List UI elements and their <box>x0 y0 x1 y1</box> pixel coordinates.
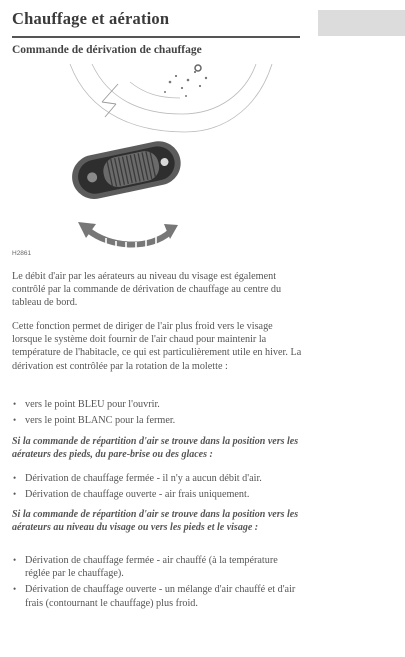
heater-bypass-illustration <box>10 62 290 262</box>
bullet-icon: • <box>13 555 17 565</box>
list-item-text: Dérivation de chauffage ouverte - air frais uniquement. <box>25 489 250 501</box>
list-item-text: Dérivation de chauffage ouverte - un mélange d'air chauffé et d'air frais (contournant le chauffage) plus froid. <box>25 584 296 609</box>
title-rule <box>12 36 300 38</box>
bullet-icon: • <box>13 584 17 595</box>
subheading-face-feet: Si la commande de répartition d'air se trouve dans la position vers les aérateurs au niveau du visage ou vers les pieds et le visage : <box>12 509 299 533</box>
paragraph-intro: Le débit d'air par les aérateurs au niveau du visage est également contrôlé par la commande de dérivation de chauffage au centre du tableau de bord. <box>12 271 282 309</box>
bullet-icon: • <box>13 415 17 426</box>
list-item <box>12 398 304 411</box>
list-item <box>12 414 304 427</box>
bullet-list-feet <box>12 472 304 504</box>
list-item-text: Dérivation de chauffage fermée - il n'y a aucun débit d'air. <box>25 473 262 484</box>
bullet-list-face <box>12 554 304 613</box>
paragraph-function: Cette fonction permet de diriger de l'air plus froid vers le visage lorsque le système doit fournir de l'air chaud pour maintenir la température de l'habitacle, ce qui est particulièrement utile en hiver. La dérivation est contrôlée par la rotation de la molette : <box>12 321 302 372</box>
bullet-icon: • <box>13 399 17 409</box>
page-tab-marker <box>318 10 405 36</box>
chapter-title: Chauffage et aération <box>12 9 170 28</box>
bullet-icon: • <box>13 489 17 500</box>
list-item-text: vers le point BLEU pour l'ouvrir. <box>25 399 160 410</box>
list-item <box>12 583 304 609</box>
bullet-icon: • <box>13 473 17 483</box>
list-item <box>12 472 304 485</box>
subheading-feet-windscreen: Si la commande de répartition d'air se trouve dans la position vers les aérateurs des pieds, du pare-brise ou des glaces : <box>12 436 299 460</box>
list-item-text: Dérivation de chauffage fermée - air chauffé (à la température réglée par le chauffage). <box>25 555 278 580</box>
bullet-list-wheel <box>12 398 304 430</box>
list-item-text: vers le point BLANC pour la fermer. <box>25 415 176 427</box>
section-title: Commande de dérivation de chauffage <box>12 44 202 56</box>
figure-code: H2861 <box>12 250 32 257</box>
list-item <box>12 554 304 580</box>
list-item <box>12 488 304 501</box>
